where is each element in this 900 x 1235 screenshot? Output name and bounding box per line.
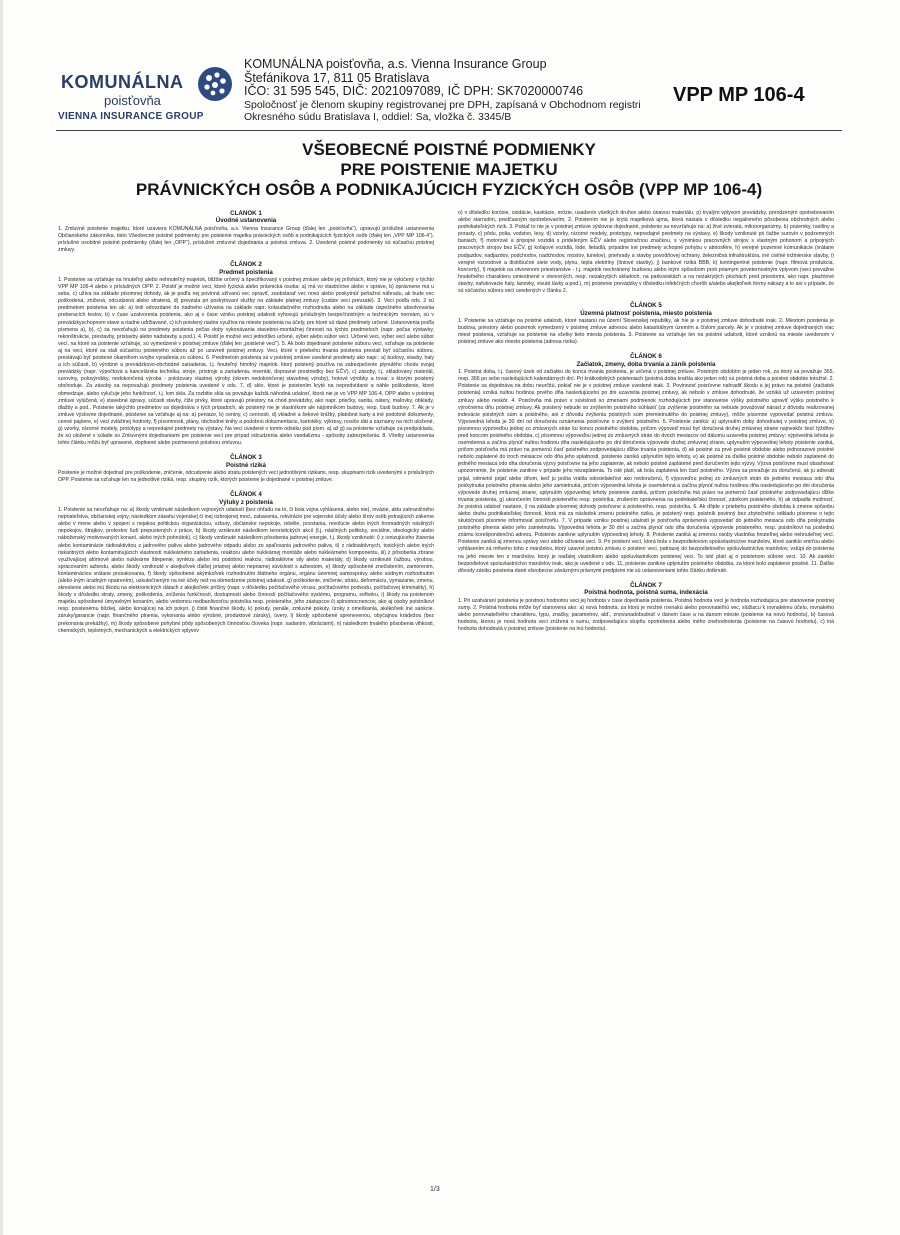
company-name: KOMUNÁLNA poisťovňa, a.s. Vienna Insurance Group (244, 57, 547, 71)
article-5-text: 1. Poistenie sa vzťahuje na poistné udalosti, ktoré nastanú na území Slovenskej republiky, ak nie je v poistnej zmluve dohodnuté inak. 2. Miestom poistenia je budova, priestory alebo pozemok vymedzený v poistnej zmluve adresou alebo katastrálnym územím a číslom parcely. Ak je v poistnej zmluve dojednaných viac miest poistenia, vzťahuje sa poistenie na všetky tieto miesta poistenia. 3. Poistenie sa vzťahuje len na poistné udalosti, ktoré vzniknú na mieste uvedenom v poistnej zmluve ako miesto poistenia (adresa rizika). (458, 317, 834, 346)
article-2-heading (58, 261, 434, 276)
document-title (56, 140, 842, 200)
article-3-heading (58, 454, 434, 469)
article-4-continued-text: o) v dôsledku korózie, oxidácie, kavitácie, erózie, usadenín všetkých druhov alebo únavou materiálu, p) trvalým vplyvom prevádzky, prirodzeným opotrebovaním alebo starnutím, predčasným opotrebovaním, 2. Poistením nie je krytá majetková ujma, ktorá nastala v dôsledku negatívneho pôsobenia obchodných alebo podnikateľských rizík. 3. Pokiaľ to nie je v poistnej zmluve výslovne dojednané, poistenie sa nevzťahuje na: a) živé zvieratá, mikroorganizmy, b) pozemky, rastliny a porasty, c) pôdu, polia, vodstvo, lesy, d) vzorky, nízorné modely, prototypy, nepredajné predmety na výstavy, e) škody vzniknuté pri ťažbe surovín v podzemných baniach, f) motorové a prípojné vozidlá s prideleným EČV alebo registračnou značkou, s výnimkou pracovných strojov s vlastným pohonom a prípojných pracovných strojov bez EČV, g) koľajové vozidlá, lode, lietadlá, prípadne iné predmety schopné pohybu v atmosfére, h) verejné pozemné komunikácie (vrátane podjazdov, nadjazdov, podchodov, nadchodov, mostov, tunelov), priehrady a stavby povodňovej ochrany, železničná infraštruktúra, iné civilné inžinierske stavby, i) verejné rozvodové a distribučné siete vody, plynu, tepla elektriny (líniové stavby), j) bankové riziká BBB, k) kontingentné poistenie (napr. filmová produkcia, koncerty), l) majetok na otvorenom priestranstve - t.j. majetok nechránený budovou alebo iným spôsobom proti priamym poveternostným vplyvom (veci prevažne hnuteľného charakteru umiestnené v otvorených, resp. nezakrytých skladoch, na parkoviskách a na nezakrytých plochách pred priestormi, ako napr. plachtové stavby, nafukovacie haly, lanovky, visuté lávky a pod.), m) poistenie prevádzky v dôsledku infekčných chorôb a/alebo akejkoľvek formy nákazy a to ani v prípade, že sú súčasťou súboru vecí uvedených v článku 2. (458, 210, 834, 295)
article-2-text: 1. Poistenie sa vzťahuje na hnuteľný alebo nehnuteľný majetok, bližšie určený a špecifikovaný v poistnej zmluve alebo jej prílohách, ktorý nie je vylúčený v týchto VPP MP 106-4 alebo v príslušných OPP. 2. Poistiť je možné veci, ktoré fyzická alebo právnická osoba: a) má vo vlastníctve alebo v správe, b) oprávnene má u seba, c) užíva na základe písomnej dohody, ak je podľa nej povinná užívanú vec opraviť, zaobstarať vec novú alebo poskytnúť peňažnú náhradu, ak bude vec poškodená, zničená, odcudzená alebo stratená, d) prevzala pri poskytovaní služby na základe platnej zmluvy (cudzie veci prevzaté). 3. Veci podľa ods. 2 sú predmetom poistenia len ak: a) boli odovzdané do riadneho užívania na základe napr. kolaudačného rozhodnutia alebo na základe úspešného absolvovania preberacích testov, b) v čase uzatvorenia poistenia, ako aj v čase vzniku poistnej udalosti vyhovujú príslušným bezpečnostným a technickým normám, sú v prevádzkyschopnom stave a riadne udržiavané, c) ich poistený riadne využíva na mieste poistenia na účely, pre ktoré sú dané predmety určené. Ustanovenia podľa písmena a), b), c) sa nevzťahujú na predmety poistenia počas doby vykonávania stavebno-montážnej činnosti na týchto predmetoch (napr. počas výstavby, rekonštrukcie, prestavby, prístavby alebo nadstavby a pod.). 4. Poistiť je možné veci jednotlivo určené, výber alebo súbor vecí. Určené veci, výber vecí alebo súbor vecí, na ktoré sa poistenie vzťahuje, sú vymedzené v poistnej zmluve (ďalej len „poistené veci“). 5. Ak bolo dojednané poistenie súboru vecí, vzťahuje sa poistenie aj na veci, ktoré sa stali súčasťou poisteného súboru až po uzavretí poistnej zmluvy. Veci, ktoré v priebehu trvania poistenia prestali byť súčasťou súboru, prestávajú byť poistené okamihom svojho vyradenia zo súboru. 6. Predmetom poistenia sú v poistnej zmluve uvedené predmety ako napr.: a) budovy, stavby, haly a ich súčasti, b) výrobné a prevádzkovo-obchodné zariadenia, t.j. hnuteľný hmotný majetok, ktorý poistený používa na zabezpečenie plynulého chodu svojej prevádzky (napr. výpočtová a kancelárska technika, stroje, prístroje a zariadenia, inventár, dopravné prostriedky bez EČV), c) zásoby, t.j. skladovaný materiál, suroviny, polovýrobky, nedokončená výroba - polotovary vlastnej výroby (okrem nedokončenej stavebnej výroby), hotové výrobky a tovar, s ktorým poistený obchoduje. Za zásoby sa nepovažujú predmety poistenia uvedené v ods. 7, d) sklo, ktoré je poistením kryté na nepredvídané a náhle poškodenie, ktoré obmedzuje, alebo vylučuje jeho funkčnosť, t.j. lom skla. Za rozbitie skla sa považuje každá náhodná udalosť, ktorá nie je vo VPP MP 106-4, OPP alebo v poistnej zmluve vylúčená, e) stavebné úpravy, súčasti stavby, čiže prvky, ktoré upravujú priestory na chod prevádzky, ako napr. priečky, sanita, nátery, maľovky, obklady, dlažby a pod.. Poistenie takýchto predmetov sa dojednáva v tých prípadoch, ak poistený nie je vlastníkom ale nájomníkom budovy, resp. časti budovy. 7. Ak je v zmluve výslovne dojednané, poistenie sa vzťahuje aj na: a) peniaze, b) ceniny, c) cennosti, d) vkladné a šekové knižky, platobné karty a iné podobné dokumenty, cenné papiere, e) veci zvláštnej hodnoty, f) písomnosti, plány, obchodné knihy a podobnú dokumentáciu, kartotéky, výkresy, nosiče dát a záznamy na nich uložené, g) vzorky, nízorné modely, prototypy a nepredajné predmety na výstavy. Na veci uvedené v tomto odseku pod písm. a) až g) sa poistenie vzťahuje za predpokladu, že sú uložené v súlade so Zmluvnými dojednaniami pre poistenie vecí pre prípad odcudzenia alebo vandalizmu - spôsoby zabezpečenia. 8. Všetky ustanovenia tohto článku môžu byť upravené, doplnené alebo pozmenené poistnou zmluvou. (58, 277, 434, 447)
article-title: Úvodné ustanovenia (215, 217, 277, 225)
article-title: Predmet poistenia (219, 268, 273, 276)
article-6-text: 1. Poistná doba, t.j. časový úsek od začiatku do konca trvania poistenia, je určená v poistnej zmluve. Poistným obdobím je jeden rok, za ktorý sa považuje 365, resp. 366 po sebe nasledujúcich kalendárnych dní. Pri krátkodobých poisteniach (poistná doba kratšia ako jeden rok) sú poistná doba a poistné obdobie totožné. 2. Poistenie sa dojednáva na dobu neurčitú, pokiaľ nie je v poistnej zmluve uvedené inak. 3. Povinnosť poisťovne nahradiť škodu a jej právo na poistné (začiatok poistenia) vzniká nultou hodinou prvého dňa nasledujúceho po dni uzavretia poistnej zmluvy, ak nebolo v zmluve dohodnuté, že vzniká už uzavretím poistnej zmluvy alebo neskôr. 4. Poisťovňa má právo v súvislosti so zmenami podmienok rozhodujúcich pre stanovenie výšky poistného upraviť výšku poistného k výročnému dňu poistnej zmluvy. Ak poistený nebude so zvýšením poistného súhlasiť (za zvýšenie poistného sa nebude považovať nárast z dôvodu realizovanej indexácie poistných súm a poistného, ani z dôvodu zvýšenia poistných súm premietnutého do poistnej zmluvy), môže písomne vypovedať poistnú zmluvu. Výpovedná lehota je 30 dní od doručenia oznámenia poisťovne o zvýšení poistného. 5. Poistenie zaniká: a) uplynutím doby dohodnutej v poistnej zmluve, b) písomnou výpoveďou jednej zo zmluvných strán ku koncu poistného obdobia, pričom výpoveď musí byť doručená druhej zmluvnej strane najneskôr šesť týždňov pred koncom poistného obdobia, c) písomnou výpoveďou jednej zo zmluvných strán do dvoch mesiacov od dátumu uzavretia poistnej zmluvy; výpovedná lehota je osemdenná a začína plynúť nultou hodinou dňa nasledujúceho po dni doručenia výpovede druhej zmluvnej strane, uplynutím výpovednej lehoty poistenie zaniká, pričom poisťovňa má právo na pomernú časť poistného zodpovedajúcu dĺžke trvania poistenia, d) ak poistné za prvé poistné obdobie alebo jednorazové poistné nebolo zaplatené do troch mesiacov odo dňa jeho splatnosti, poistenie zaniká uplynutím tejto lehoty, e) ak poistné za ďalšie poistné obdobie nebolo zaplatené do jedného mesiaca odo dňa doručenia výzvy poisťovne na jeho zaplatenie, ak nebolo poistné zaplatené pred doručením tejto výzvy. Výzva poisťovne musí obsahovať upozornenie, že poistenie zanikne v prípade jeho nezaplatenia. To isté platí, ak bola zaplatená len časť poistného. Výzva sa považuje za doručenú, ak ju adresát prijal, odmietol prijať alebo dňom, keď ju pošta vrátila odosielateľovi ako nedoručenú, f) výpoveďou jednej zo zmluvných strán do jedného mesiaca odo dňa poskytnutia poistného plnenia alebo jeho zamietnutia, pričom výpovedná lehota je osemdenná a začína plynúť nultou hodinou dňa nasledujúceho po dni doručenia výpovede druhej zmluvnej strane, uplynutím výpovednej lehoty poistenie zaniká, pričom poisťovňa má právo na pomernú časť poistného zodpovedajúcu dĺžke trvania poistenia, g) ukončením činnosti poisteného resp. poistníka, zrušením oprávnenia na podnikateľskú činnosť, zánikom poisteného, h) ak odpadla možnosť, že poistná udalosť nastane, i) na základe písomnej dohody poisťovne a poisteného, resp. poistníka. 6. Ak dôjde v priebehu poistného obdobia k zmene spôsobu alebo druhu podnikateľskej činnosti, ktorá má za následok zmenu poistného rizika, je poistený resp. poistník povinný bez zbytočného odkladu písomne o tejto skutočnosti písomne informovať poisťovňu. 7. V prípade vzniku poistnej udalosti je poisťovňa oprávnená vypovedať do jedného mesiaca odo dňa poskytnutia poistného plnenia alebo jeho zamietnutia. Výpovedná lehota je 30 dní a začína plynúť odo dňa doručenia výpovede poisteného, resp. poistníkovi na poslednú známu korešpondenčnú adresu. Poistenie zanikne uplynutím výpovednej lehoty. 8. Poistenie zaniká aj zmenou osoby vlastníka hnuteľnej alebo nehnuteľnej veci. Poistenie zaniká aj zmenou správy veci alebo užívania veci. 9. Pri poistení vecí, ktorá bola v bezpodielovom spoluvlastníctve manželov, ktoré zaniklo smrťou alebo vyhlásením za mŕtveho toho z manželov, ktorý uzavrel poistnú zmluvu o poistení veci, patriacej do bezpodielového spoluvlastníctva manželov, vstúpi do poistenia na jeho mieste ten z manželov, ktorý je naďalej vlastníkom alebo spoluvlastníkom poistenej veci. To isté platí aj o poistenom súbore vecí. 10. Ak zaniklo bezpodielové spoluvlastníctvo manželov inak, ako je uvedené v ods. 11, poistenie zanikne uplynutím poistného obdobia, za ktoré bolo zaplatené poistné. 11. Ďalšie dôvody zániku poistenia dané všeobecne záväznými právnymi predpismi nie sú ustanoveniami tohto článku dotknuté. (458, 369, 834, 574)
article-title: Začiatok, zmeny, doba trvania a zánik poistenia (576, 360, 716, 368)
article-title: Územná platnosť poistenia, miesto poistenia (580, 309, 712, 317)
article-1-text: 1. Zmluvné poistenie majetku, ktoré uzaviera KOMUNÁLNA poisťovňa, a.s. Vienna Insurance Group (ďalej len „poisťovňa“), upravujú príslušné ustanovenia Občianskeho zákonníka, tieto Všeobecné poistné podmienky pre poistenie majetku právnických osôb a podnikajúcich fyzických osôb (ďalej len „VPP MP 106-4“), príslušné osobitné poistné podmienky (ďalej len „OPP“), príslušné zmluvné dojednania a poistná zmluva. 2. Uvedené poistné podmienky sú súčasťou poistnej zmluvy. (58, 225, 434, 254)
company-address: Štefánikova 17, 811 05 Bratislava (244, 70, 430, 85)
company-info (244, 58, 664, 123)
article-title: Výluky z poistenia (219, 498, 273, 506)
article-5-heading (458, 302, 834, 317)
title-line-1: VŠEOBECNÉ POISTNÉ PODMIENKY (302, 140, 596, 159)
title-line-2: PRE POISTENIE MAJETKU (340, 160, 558, 179)
page-edge-shadow (0, 0, 3, 1235)
article-3-text: Poistenie je možné dojednať pre poškodenie, zničenie, odcudzenie alebo stratu poistených vecí jednotlivými rizikami, resp. skupinami rizík uvedenými v príslušných OPP. Poistenie sa vzťahuje len na jednotlivé riziká, resp. skupiny rizík, ktorých poistenie je dojednané v poistnej zmluve. (58, 470, 434, 484)
logo-word: KOMUNÁLNA (61, 72, 184, 92)
right-column (458, 210, 834, 1210)
article-4-text: 1. Poistenie sa nevzťahuje na: a) škody vzniknuté následkom vojnových udalostí (bez ohľadu na to, či bola vojna vyhlásená, alebo nie), invázie, aktu zahraničného nepriateľstva, občianskej vojny, následkom zásahu vojenskej či inej ozbrojenej moci, zabavenia, rekvirácie pre vojenské účely alebo šírov osôb jednajúcich zákerne alebo v mene alebo v spojení s nejakou politickou organizáciou, vzbury, občianske nepokoje, rebélie, povstania, revolúcie alebo iných hromadných násilných nepokojov, štrajkov, protestov ľudí prepustených z práce, b) škody vzniknuté následkom teroristických akcií (t.j. násilných politicky, sociálne, ideologicky alebo náboženský motivovaných konaní, alebo iných pohnútok), c) škody vzniknuté následkom pôsobenia jadrovej energie, t.j. škody vzniknuté: i) z ionizujúceho žiarenia alebo kontaminácie rádioaktivitou z jadrového paliva alebo jadrového odpadu alebo zo spaľovania jadrového paliva, ii) z rádioaktívnych, toxických alebo iných riskantných alebo kontaminujúcich vlastností nukleárneho zariadenia, reaktoru alebo nukleárnej montáže alebo nukleárneho komponentu, iii) z pôsobenia zbrane využívajúcej atómové alebo nukleárne štiepenie, syntézu alebo inú podobnú reakciu, rádioaktívne sily alebo materiály, d) škody vzniknuté ťažbou, výrobou, spracovaním azbestu, alebo škody vzniknuté v akejkoľvek ďalšej priamej alebo nepriamej súvislosti s azbestom, e) škody spôsobené znečistením, zamorením, kontamináciou vrátane presakovania, f) škody spôsobené akýmkoľvek rozhodnutím štátneho orgánu, orgánu územnej samosprávy alebo súdnym rozhodnutím (alebo iným úradným opatrením), uskutočneným na iné účely než na obmedzenie poistnej udalosti, g) poškodenie, zničenie, stratu, deformáciu, vymazanie, zmenu, skreslenie alebo inú škodu na elektronických dátach z akejkoľvek príčiny (napr. v dôsledku počítačového vírusu, počítačového podvodu, počítačovej kriminality), h) škody v dôsledku straty, zmeny, poškodenia, zníženia funkčnosti, dostupnosti alebo činností počítačového systému, programu, softvéru, i) škody na poistenom majetku spôsobené úmyselným konaním, alebo vedomou nedbanlivosťou poistníka resp. poisteného, jeho zástupcov či splnomocnencov, ako aj osoby poistníkovi resp. poistenému blízkej, alebo konajúcej na ich pokyn, j) čisté finančné škody, k) pokuty, penále, zmluvné pokuty, úroky z omeškania, akékoľvek iné sankcie, záruky/garancie (napr. finančného plnenia, vykonania alebo výrobné, produktové záruky), úvery, l) škody spôsobené sprenevenou, obyčajnou krádežou (bez prekonania prekážky), m) škody spôsobené pohybmi pôdy spôsobených činnosťou človeka (napr. sadaním, vibráciami), n) následkom trvalého pôsobenia vlhkosti, chemických, teplotných, mechanických a elektrických vplyvov (58, 507, 434, 634)
article-number: ČLÁNOK 2 (230, 261, 262, 269)
article-number: ČLÁNOK 5 (630, 302, 662, 310)
article-6-heading (458, 353, 834, 368)
company-register-1: Spoločnosť je členom skupiny registrovanej pre DPH, zapísaná v Obchodnom registri (244, 98, 641, 111)
title-line-3: PRÁVNICKÝCH OSÔB A PODNIKAJÚCICH FYZICKÝCH OSÔB (VPP MP 106-4) (135, 180, 763, 199)
article-number: ČLÁNOK 4 (230, 491, 262, 499)
company-logo (58, 60, 240, 128)
article-title: Poistné riziká (226, 461, 266, 469)
article-number: ČLÁNOK 1 (230, 210, 262, 217)
logo-sub: poisťovňa (104, 93, 161, 108)
company-ids: IČO: 31 595 545, DIČ: 2021097089, IČ DPH: SK7020000746 (244, 84, 584, 98)
page-number: 1/3 (430, 1186, 440, 1193)
logo-mark-icon (196, 65, 234, 103)
document-id: VPP MP 106-4 (673, 84, 805, 106)
logo-group-name: VIENNA INSURANCE GROUP (58, 111, 204, 122)
article-number: ČLÁNOK 7 (630, 581, 662, 589)
left-column (58, 210, 434, 1210)
header-divider (56, 130, 842, 131)
article-1-heading (58, 210, 434, 225)
article-7-text: 1. Pri uzatváraní poistenia je poistnou hodnotou veci jej hodnota v čase dojednania poistenia. Poistná hodnota veci je hodnota rozhodujúca pre stanovenie poistnej sumy. 2. Poistná hodnota môže byť stanovená ako: a) nová hodnota, za ktorú je možné rovnakú alebo porovnateľnú vec, slúžiacu k rovnakému účelu, rovnakého alebo porovnateľného charakteru, typu, značky, parametrov, atď., znovunadobudnúť v danom čase a na danom mieste (poistenie na novú hodnotu), b) časová hodnota, ktorou je nová hodnota veci znížená o sumu, zodpovedajúcu stupňu opotrebenia alebo iného znehodnotenia (poistenie na časovú hodnotu), c) iná hodnota dohodnutá v poistnej zmluve (poistenie na inú hodnotu). (458, 597, 834, 633)
company-register-2: Okresného súdu Bratislava I, oddiel: Sa, vložka č. 3345/B (244, 110, 512, 123)
article-number: ČLÁNOK 3 (230, 454, 262, 462)
article-4-heading (58, 491, 434, 506)
article-number: ČLÁNOK 6 (630, 353, 662, 361)
article-title: Poistná hodnota, poistná suma, indexácia (584, 589, 708, 597)
article-7-heading (458, 582, 834, 597)
